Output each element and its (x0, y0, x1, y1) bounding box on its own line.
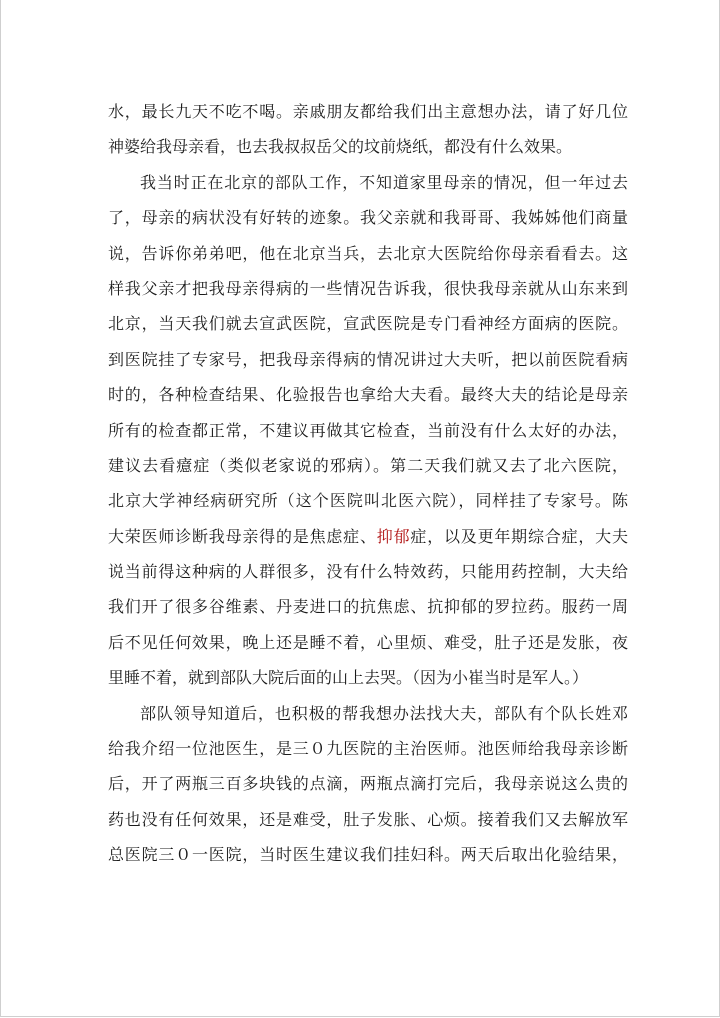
text-line: 神婆给我母亲看，也去我叔叔岳父的坟前烧纸，都没有什么效果。 (108, 137, 573, 157)
text-line: 说，告诉你弟弟吧，他在北京当兵，去北京大医院给你母亲看看去。这 (108, 243, 628, 263)
text-line: 里睡不着，就到部队大院后面的山上去哭。（因为小崔当时是军人。） (108, 668, 589, 688)
text-line: 总医院三０一医院，当时医生建议我们挂妇科。两天后取出化验结果， (108, 845, 628, 865)
text-line: 给我介绍一位池医生，是三０九医院的主治医师。池医师给我母亲诊断 (108, 739, 628, 759)
text-line: 到医院挂了专家号，把我母亲得病的情况讲过大夫听，把以前医院看病 (108, 349, 628, 369)
text-line: 后不见任何效果，晚上还是睡不着，心里烦、难受，肚子还是发胀，夜 (108, 632, 628, 652)
text-line-with-highlight (108, 519, 628, 554)
text-line: 北京，当天我们就去宣武医院，宣武医院是专门看神经方面病的医院。 (108, 314, 628, 334)
highlighted-word: 抑郁 (376, 526, 411, 546)
text-line: 后，开了两瓶三百多块钱的点滴，两瓶点滴打完后，我母亲说这么贵的 (108, 774, 628, 794)
text-line: 水，最长九天不吃不喝。亲戚朋友都给我们出主意想办法，请了好几位 (108, 102, 628, 121)
text-line: 样我父亲才把我母亲得病的一些情况告诉我，很快我母亲就从山东来到 (108, 278, 628, 298)
text-line: 我们开了很多谷维素、丹麦进口的抗焦虑、抗抑郁的罗拉药。服药一周 (108, 597, 628, 617)
document-body (108, 94, 628, 873)
text-segment: 大荣医师诊断我母亲得的是焦虑症、 (108, 526, 377, 546)
text-line: 时的，各种检查结果、化验报告也拿给大夫看。最终大夫的结论是母亲 (108, 385, 628, 405)
text-segment: 症，以及更年期综合症，大夫 (410, 526, 628, 546)
paragraph-first-line: 我当时正在北京的部队工作，不知道家里母亲的情况，但一年过去 (140, 172, 628, 192)
paragraph-first-line: 部队领导知道后，也积极的帮我想办法找大夫，部队有个队长姓邓 (140, 703, 628, 723)
text-line: 所有的检查都正常，不建议再做其它检查，当前没有什么太好的办法， (108, 420, 628, 440)
text-line: 建议去看癔症（类似老家说的邪病）。第二天我们就又去了北六医院， (108, 455, 628, 475)
text-line: 药也没有任何效果，还是难受，肚子发胀、心烦。接着我们又去解放军 (108, 809, 628, 829)
text-line: 说当前得这种病的人群很多，没有什么特效药，只能用药控制，大夫给 (108, 562, 628, 582)
text-line: 北京大学神经病研究所（这个医院叫北医六院），同样挂了专家号。陈 (108, 491, 628, 511)
text-line: 了，母亲的病状没有好转的迹象。我父亲就和我哥哥、我姊姊他们商量 (108, 208, 628, 228)
